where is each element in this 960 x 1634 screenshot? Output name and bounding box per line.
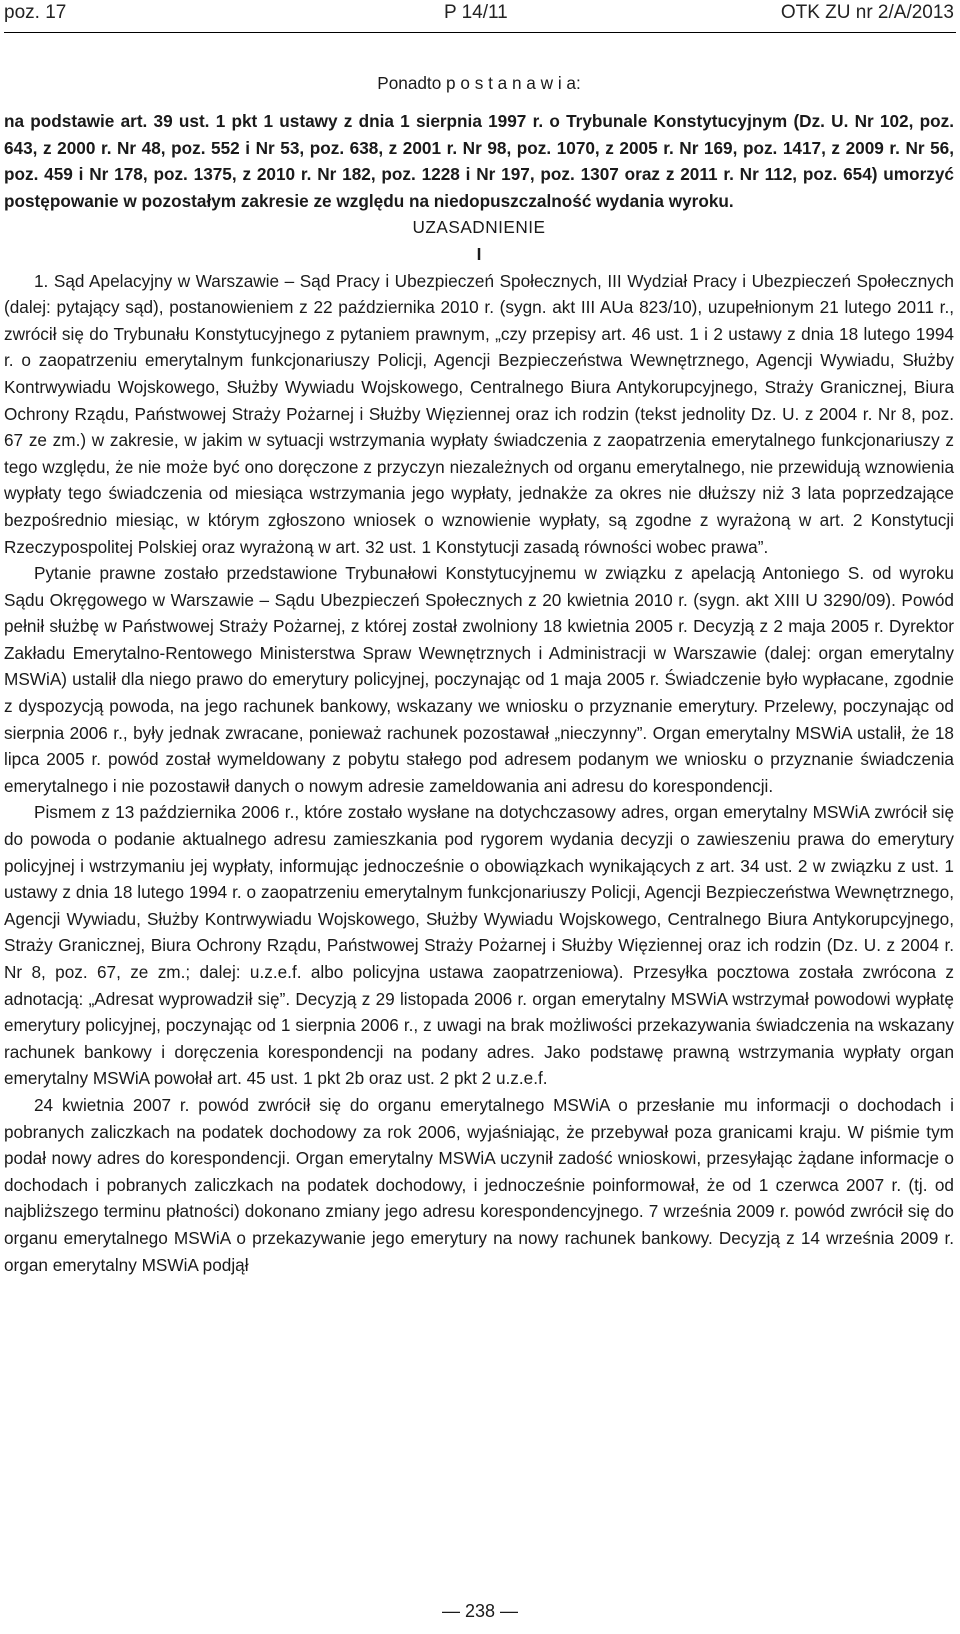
decision-ruling: umorzyć postępowanie w pozostałym zakresie ze względu na niedopuszczalność wydania wyroku. bbox=[4, 164, 954, 211]
section-title: UZASADNIENIE bbox=[412, 217, 546, 238]
header-divider bbox=[4, 32, 956, 33]
decision-legal-basis: na podstawie art. 39 ust. 1 pkt 1 ustawy z dnia 1 sierpnia 1997 r. o Trybunale Konstytucyjnym (Dz. U. Nr 102, poz. 643, z 2000 r. Nr 48, poz. 552 i Nr 53, poz. 638, z 2001 r. Nr 98, poz. 1070, z 2005 r. Nr 169, poz. 1417, z 2009 r. Nr 56, poz. 459 i Nr 178, poz. 1375, z 2010 r. Nr 182, poz. 1228 i Nr 197, poz. 1307 oraz z 2011 r. Nr 112, poz. 654) bbox=[4, 111, 954, 185]
body-paragraph: 1. Sąd Apelacyjny w Warszawie – Sąd Pracy i Ubezpieczeń Społecznych, III Wydział Pracy i Ubezpieczeń Społecznych (dalej: pytający sąd), postanowieniem z 22 października 2010 r. (sygn. akt III AUa 823/10), uzupełnionym 21 lutego 2011 r., zwrócił się do Trybunału Konstytucyjnego z pytaniem prawnym, „czy przepisy art. 46 ust. 1 i 2 ustawy z dnia 18 lutego 1994 r. o zaopatrzeniu emerytalnym funkcjonariuszy Policji, Agencji Bezpieczeństwa Wewnętrznego, Agencji Wywiadu, Służby Kontrwywiadu Wojskowego, Służby Wywiadu Wojskowego, Centralnego Biura Antykorupcyjnego, Straży Granicznej, Biura Ochrony Rządu, Państwowej Straży Pożarnej i Służby Więziennej oraz ich rodzin (tekst jednolity Dz. U. z 2004 r. Nr 8, poz. 67 ze zm.) w zakresie, w jakim w sytuacji wstrzymania wypłaty świadczenia z zaopatrzenia emerytalnego funkcjonariuszy z tego względu, że nie może być ono doręczone z przyczyn niezależnych od organu emerytalnego, nie przewidują wznowienia wypłaty tego świadczenia od miesiąca wstrzymania jego wypłaty, jednakże za okres nie dłuższy niż 3 lata poprzedzające bezpośrednio miesiąc, w którym zgłoszono wniosek o wznowienie wypłaty, są zgodne z wyrażoną w art. 2 Konstytucji Rzeczypospolitej Polskiej oraz wyrażoną w art. 32 ust. 1 Konstytucji zasadą równości wobec prawa”. bbox=[4, 270, 954, 557]
decision-paragraph bbox=[4, 108, 954, 214]
page-header bbox=[4, 2, 954, 30]
document-body bbox=[4, 70, 954, 1278]
header-journal: OTK ZU nr 2/A/2013 bbox=[780, 2, 954, 23]
body-paragraph: 24 kwietnia 2007 r. powód zwrócił się do organu emerytalnego MSWiA o przesłanie mu informacji o dochodach i pobranych zaliczkach na podatek dochodowy za rok 2006, wyjaśniając, że przebywał poza granicami kraju. W piśmie tym podał nowy adres do korespondencji. Organ emerytalny MSWiA uczynił zadość wnioskowi, przesyłając żądane informacje o dochodach i pobranych zaliczkach na podatek dochodowy, i jednocześnie poinformował, że od 1 czerwca 2007 r. (tj. od najbliższego terminu płatności) dokonano zmiany jego adresu korespondencyjnego. 7 września 2009 r. powód zwrócił się do organu emerytalnego MSWiA o przekazywanie jego emerytury na nowy rachunek bankowy. Decyzją z 14 września 2009 r. organ emerytalny MSWiA podjął bbox=[4, 1094, 954, 1275]
body-paragraph: Pismem z 13 października 2006 r., które zostało wysłane na dotychczasowy adres, organ emerytalny MSWiA zwrócił się do powoda o podanie aktualnego adresu zamieszkania pod rygorem wydania decyzji o zawieszeniu prawa do emerytury policyjnej i wstrzymaniu jej wypłaty, informując jednocześnie o obowiązkach wynikających z art. 34 ust. 2 w związku z ust. 1 ustawy z dnia 18 lutego 1994 r. o zaopatrzeniu emerytalnym funkcjonariuszy Policji, Agencji Bezpieczeństwa Wewnętrznego, Agencji Wywiadu, Służby Kontrwywiadu Wojskowego, Służby Wywiadu Wojskowego, Centralnego Biura Antykorupcyjnego, Straży Granicznej, Biura Ochrony Rządu, Państwowej Straży Pożarnej i Służby Więziennej oraz ich rodzin (Dz. U. z 2004 r. Nr 8, poz. 67, ze zm.; dalej: u.z.e.f. albo policyjna ustawa zaopatrzeniowa). Przesyłka pocztowa została zwrócona z adnotacją: „Adresat wyprowadził się”. Decyzją z 29 listopada 2006 r. organ emerytalny MSWiA wstrzymał powodowi wypłatę emerytury policyjnej, poczynając od 1 sierpnia 2006 r., z uwagi na brak możliwości przekazywania świadczenia na wskazany rachunek bankowy i doręczenia korespondencji na podany adres. Jako podstawę prawną wstrzymania wypłaty organ emerytalny MSWiA powołał art. 45 ust. 1 pkt 2b oraz ust. 2 pkt 2 u.z.e.f. bbox=[4, 802, 954, 1089]
header-case-number: P 14/11 bbox=[444, 2, 508, 23]
section-roman-numeral: I bbox=[476, 243, 482, 264]
header-position: poz. 17 bbox=[4, 2, 67, 23]
page-number: — 238 — bbox=[441, 1601, 519, 1621]
intro-line: Ponadto p o s t a n a w i a: bbox=[377, 73, 581, 93]
body-paragraph: Pytanie prawne zostało przedstawione Trybunałowi Konstytucyjnemu w związku z apelacją Antoniego S. od wyroku Sądu Okręgowego w Warszawie – Sądu Ubezpieczeń Społecznych z 20 kwietnia 2010 r. (sygn. akt XIII U 3290/09). Powód pełnił służbę w Państwowej Straży Pożarnej, z której został zwolniony 18 kwietnia 2005 r. Decyzją z 2 maja 2005 r. Dyrektor Zakładu Emerytalno-Rentowego Ministerstwa Spraw Wewnętrznych i Administracji w Warszawie (dalej: organ emerytalny MSWiA) ustalił dla niego prawo do emerytury policyjnej, poczynając od 1 maja 2005 r. Świadczenie było wypłacane, zgodnie z dyspozycją powoda, na jego rachunek bankowy, wskazany we wniosku o przyznanie emerytury. Przelewy, poczynając od sierpnia 2006 r., były jednak zwracane, ponieważ rachunek pozostawał „nieczynny”. Organ emerytalny MSWiA ustalił, że 18 lipca 2005 r. powód został wymeldowany z pobytu stałego pod adresem podanym we wniosku o przyznanie świadczenia emerytalnego i nie pozostawił danych o nowym adresie zameldowania ani adresu do korespondencji. bbox=[4, 563, 954, 796]
